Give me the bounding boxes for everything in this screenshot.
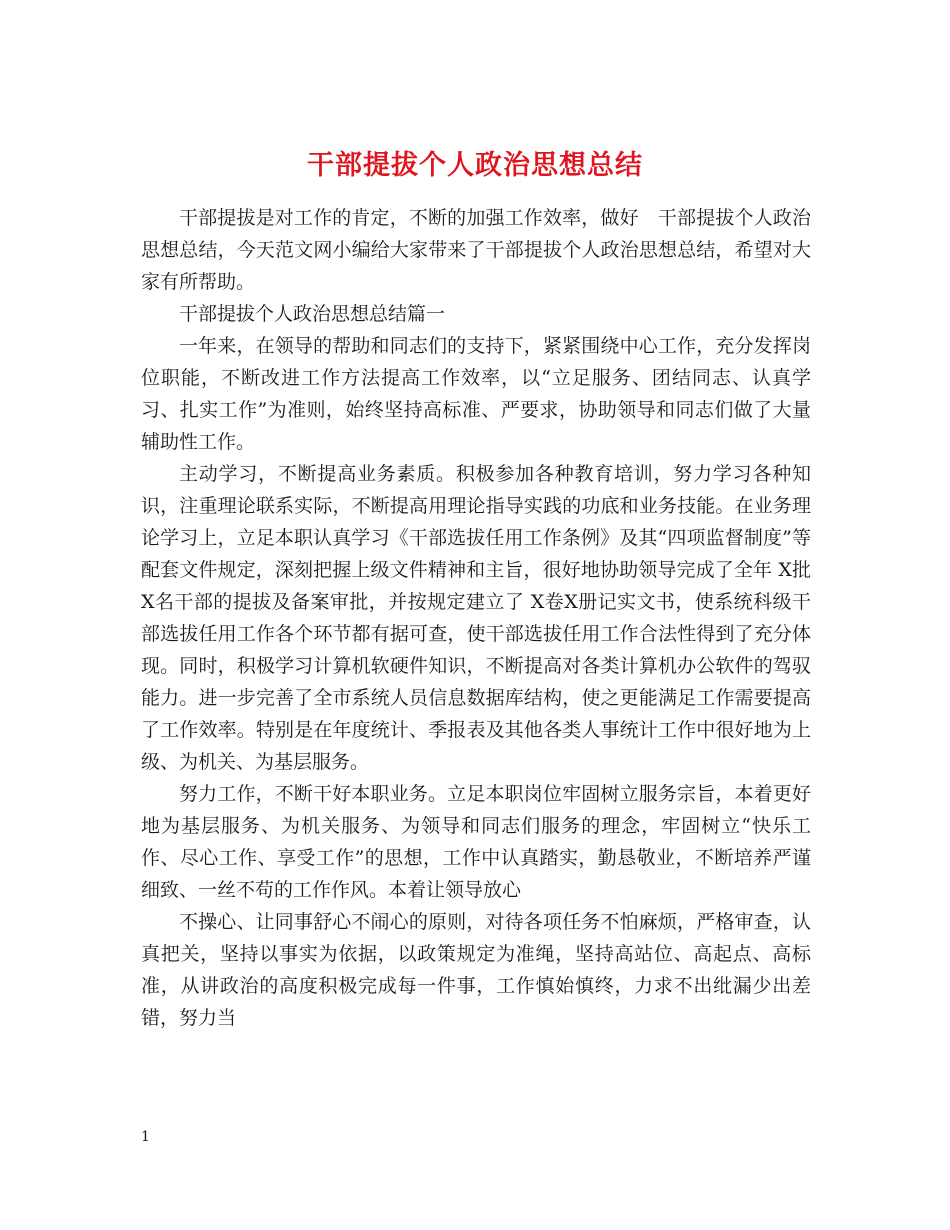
section-heading: 干部提拔个人政治思想总结篇一 (179, 303, 446, 325)
paragraph-intro: 干部提拔是对工作的肯定，不断的加强工作效率，做好 干部提拔个人政治思想总结，今天范文网小编给大家带来了干部提拔个人政治思想总结，希望对大家有所帮助。 (141, 207, 811, 293)
paragraph: 不操心、让同事舒心不闹心的原则，对待各项任务不怕麻烦，严格审查，认真把关，坚持以事实为依据，以政策规定为准绳，坚持高站位、高起点、高标准，从讲政治的高度积极完成每一件事，工作慎始慎终，力求不出纰漏少出差错，努力当 (141, 911, 811, 1029)
document-title: 干部提拔个人政治思想总结 (307, 150, 643, 182)
paragraph: 一年来，在领导的帮助和同志们的支持下，紧紧围绕中心工作，充分发挥岗位职能，不断改进工作方法提高工作效率，以“立足服务、团结同志、认真学习、扎实工作”为准则，始终坚持高标准、严要求，协助领导和同志们做了大量辅助性工作。 (141, 335, 811, 453)
page-number: 1 (141, 1129, 150, 1145)
document-body (141, 202, 811, 1034)
paragraph: 主动学习，不断提高业务素质。积极参加各种教育培训，努力学习各种知识，注重理论联系实际，不断提高用理论指导实践的功底和业务技能。在业务理论学习上，立足本职认真学习《干部选拔任用工作条例》及其“四项监督制度”等配套文件规定，深刻把握上级文件精神和主旨，很好地协助领导完成了全年 X批X名干部的提拔及备案审批，并按规定建立了 X卷X册记实文书，使系统科级干部选拔任用工作各个环节都有据可查，使干部选拔任用工作合法性得到了充分体现。同时，积极学习计算机软硬件知识，不断提高对各类计算机办公软件的驾驭能力。进一步完善了全市系统人员信息数据库结构，使之更能满足工作需要提高了工作效率。特别是在年度统计、季报表及其他各类人事统计工作中很好地为上级、为机关、为基层服务。 (141, 463, 811, 773)
paragraph: 努力工作，不断干好本职业务。立足本职岗位牢固树立服务宗旨，本着更好地为基层服务、为机关服务、为领导和同志们服务的理念，牢固树立“快乐工作、尽心工作、享受工作”的思想，工作中认真踏实，勤恳敬业，不断培养严谨细致、一丝不苟的工作作风。本着让领导放心 (141, 783, 811, 901)
